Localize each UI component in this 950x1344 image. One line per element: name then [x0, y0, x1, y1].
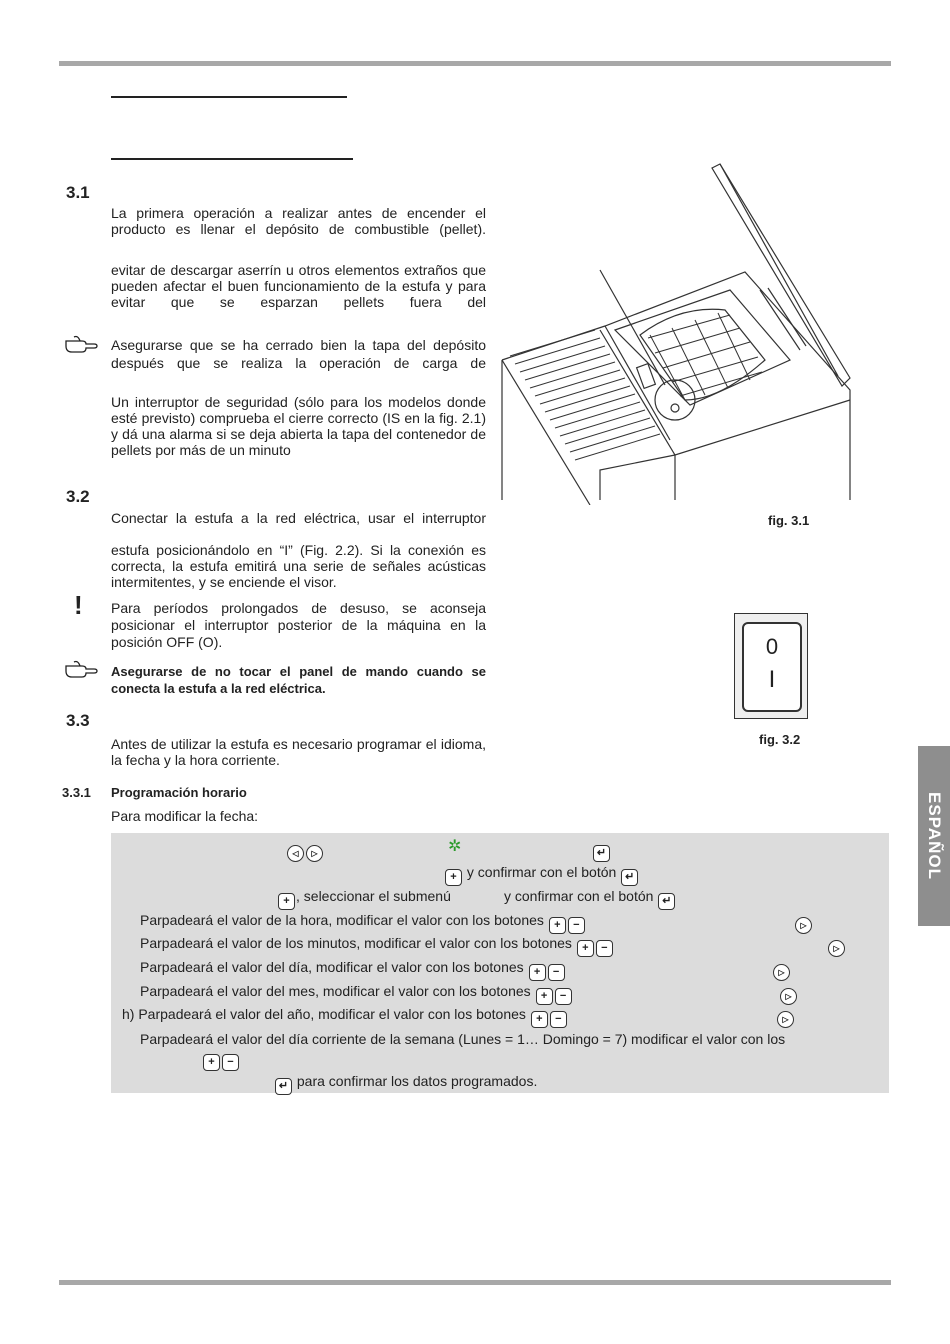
- box-line-1: [286, 839, 324, 862]
- box-line-7: Parpadeará el valor del mes, modificar el valor con los botones + −: [140, 982, 573, 1005]
- subsection-title: Programación horario: [111, 785, 247, 800]
- plus-icon: +: [278, 893, 295, 910]
- heading-underline-2: [111, 158, 353, 160]
- box-line-3: + , seleccionar el submenú: [277, 887, 451, 910]
- switch-on-label: I: [768, 666, 776, 693]
- section-3-1-number: 3.1: [66, 183, 90, 202]
- plus-icon: +: [445, 869, 462, 886]
- box-line-5: Parpadeará el valor de los minutos, modificar el valor con los botones + −: [140, 934, 614, 957]
- paragraph-modify-date: Para modificar la fecha:: [111, 808, 259, 824]
- minus-icon: −: [596, 940, 613, 957]
- left-arrow-icon: ◁: [287, 845, 304, 862]
- stove-top-illustration: [500, 160, 860, 505]
- rocker-switch-face: [742, 622, 802, 712]
- enter-icon: ↵: [658, 893, 675, 910]
- box-line-6: Parpadeará el valor del día, modificar el valor con los botones + −: [140, 958, 566, 981]
- paragraph-do-not-touch: Asegurarse de no tocar el panel de mando cuando se conecta la estufa a la red eléctrica.: [111, 664, 486, 696]
- box-line-10: [202, 1048, 240, 1071]
- minus-icon: −: [222, 1054, 239, 1071]
- figure-3-1-caption: fig. 3.1: [768, 513, 810, 528]
- section-3-2-number: 3.2: [66, 487, 90, 506]
- paragraph-position-switch: estufa posicionándolo en “I” (Fig. 2.2). Si la conexión es correcta, la estufa emitirá una serie de señales acústicas intermitentes, y se enciende el visor.: [111, 542, 486, 590]
- box-line-11: ↵ para confirmar los datos programados.: [274, 1072, 537, 1095]
- language-tab-label: ESPAÑOL: [925, 792, 944, 880]
- minus-icon: −: [568, 917, 585, 934]
- box-line-3b: y confirmar con el botón ↵: [504, 887, 676, 910]
- section-3-3-number: 3.3: [66, 711, 90, 730]
- box-line-8: h) Parpadeará el valor del año, modificar el valor con los botones + −: [122, 1005, 568, 1028]
- warning-icon: !: [74, 590, 83, 620]
- heading-underline-1: [111, 96, 347, 98]
- box-line-4: Parpadeará el valor de la hora, modificar el valor con los botones + −: [140, 911, 586, 934]
- paragraph-safety-switch: Un interruptor de seguridad (sólo para los modelos donde esté previsto) comprueba el cierre correcto (IS en la fig. 2.1) y dá una alarma si se deja abierta la tapa del contenedor de pellets por más de un minuto: [111, 394, 486, 458]
- plus-icon: +: [577, 940, 594, 957]
- minus-icon: −: [550, 1011, 567, 1028]
- paragraph-close-lid: Asegurarse que se ha cerrado bien la tapa del depósito después que se realiza la operación de carga de: [111, 337, 486, 371]
- right-arrow-icon: ▷: [827, 934, 846, 957]
- pointing-hand-icon-2: [64, 658, 98, 680]
- paragraph-fill-tank: La primera operación a realizar antes de encender el producto es llenar el depósito de combustible (pellet).: [111, 205, 486, 237]
- plus-icon: +: [549, 917, 566, 934]
- paragraph-prolonged-disuse: Para períodos prolongados de desuso, se aconseja posicionar el interruptor posterior de la máquina en la posición OFF (O).: [111, 600, 486, 650]
- paragraph-program: Antes de utilizar la estufa es necesario programar el idioma, la fecha y la hora corriente.: [111, 736, 486, 768]
- figure-3-2-caption: fig. 3.2: [759, 732, 801, 747]
- plus-icon: +: [529, 964, 546, 981]
- box-line-2: + y confirmar con el botón ↵: [444, 863, 639, 886]
- pointing-hand-icon: [64, 333, 98, 355]
- plus-icon: +: [536, 988, 553, 1005]
- paragraph-avoid-sawdust: evitar de descargar aserrín u otros elementos extraños que pueden afectar el buen funcionamiento de la estufa y para evitar que se esparzan pellets fuera del: [111, 262, 486, 310]
- right-arrow-icon: ▷: [306, 845, 323, 862]
- right-arrow-icon: ▷: [776, 1005, 795, 1028]
- right-arrow-icon: ▷: [794, 911, 813, 934]
- instruction-box: [111, 833, 889, 1093]
- plus-icon: +: [203, 1054, 220, 1071]
- enter-icon: ↵: [275, 1078, 292, 1095]
- rocker-switch: [734, 613, 808, 719]
- minus-icon: −: [548, 964, 565, 981]
- subsection-number: 3.3.1: [62, 785, 91, 800]
- switch-off-label: 0: [765, 634, 779, 659]
- gear-icon: ✲: [448, 838, 462, 855]
- enter-icon: ↵: [621, 869, 638, 886]
- right-arrow-icon: ▷: [772, 958, 791, 981]
- right-arrow-icon: ▷: [779, 982, 798, 1005]
- bottom-rule: [59, 1280, 891, 1285]
- box-line-9: Parpadeará el valor del día corriente de la semana (Lunes = 1… Domingo = 7) modificar el valor con los: [140, 1031, 786, 1047]
- top-rule: [59, 61, 891, 66]
- plus-icon: +: [531, 1011, 548, 1028]
- enter-icon: ↵: [592, 839, 611, 862]
- minus-icon: −: [555, 988, 572, 1005]
- paragraph-connect: Conectar la estufa a la red eléctrica, usar el interruptor: [111, 510, 486, 526]
- language-tab: [918, 746, 950, 926]
